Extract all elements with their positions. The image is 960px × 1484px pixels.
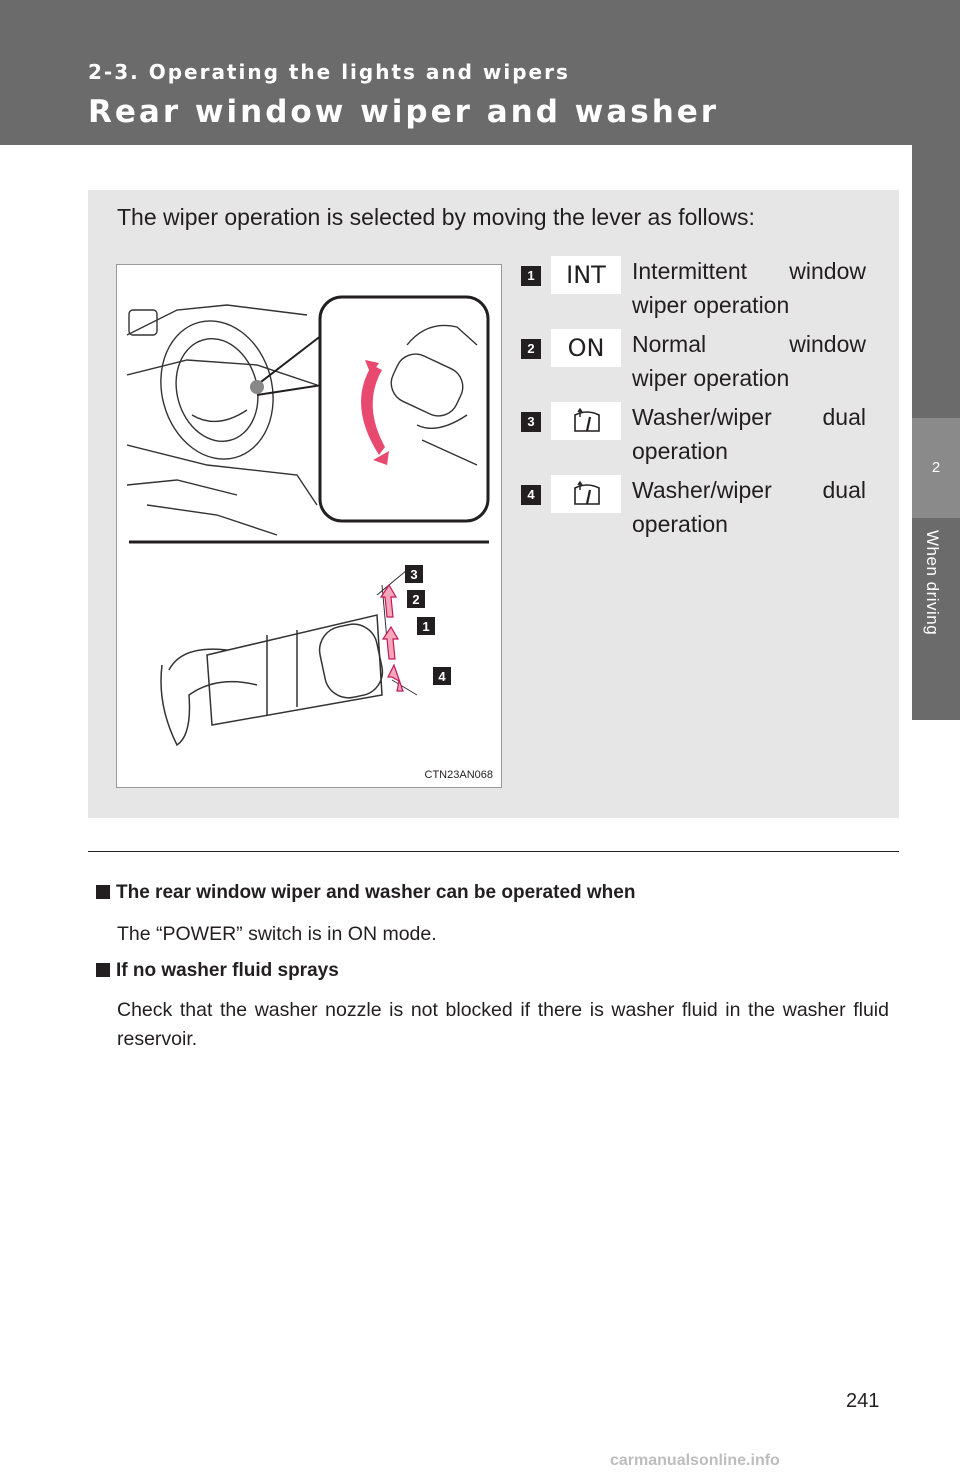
legend-text: [632, 473, 866, 541]
legend-number: 4: [521, 485, 541, 505]
legend-badge-on: ON: [551, 329, 621, 367]
legend-number: 1: [521, 266, 541, 286]
legend-text: [632, 327, 866, 395]
watermark[interactable]: carmanualsonline.info: [610, 1452, 780, 1469]
rear-washer-down-icon: [571, 478, 603, 510]
note-heading: [96, 960, 339, 982]
legend-badge-int: INT: [551, 256, 621, 294]
figure-label-3: 3: [410, 567, 418, 582]
legend-badge-washer: [551, 402, 621, 440]
legend-text-line1: Washer/wiper dual: [632, 477, 866, 503]
figure-code: CTN23AN068: [424, 769, 493, 781]
legend-item-washer-up: [521, 402, 866, 472]
page-title: Rear window wiper and washer: [88, 94, 720, 130]
legend-text-line2: operation: [632, 511, 728, 537]
section-divider: [88, 851, 899, 852]
note-body: Check that the washer nozzle is not blocked if there is washer fluid in the washer fluid reservoir.: [117, 999, 889, 1050]
wiper-lever-illustration: [116, 264, 502, 788]
chapter-number[interactable]: 2: [912, 418, 960, 518]
legend-text-line2: operation: [632, 438, 728, 464]
rear-washer-up-icon: [571, 405, 603, 437]
note-heading-text: If no washer fluid sprays: [116, 960, 339, 981]
note-body: The “POWER” switch is in ON mode.: [117, 923, 437, 945]
chapter-label: When driving: [923, 530, 942, 636]
section-label: 2-3. Operating the lights and wipers: [88, 60, 570, 84]
wiper-lever-drawing: [117, 265, 501, 787]
figure-label-2: 2: [412, 592, 420, 607]
legend-text-line2: wiper operation: [632, 365, 790, 391]
legend-text-line1: Normal window: [632, 331, 866, 357]
legend-number: 3: [521, 412, 541, 432]
bullet-square-icon: [96, 963, 110, 977]
bullet-square-icon: [96, 885, 110, 899]
legend-item-int: [521, 256, 866, 326]
legend-text: [632, 400, 866, 468]
note-heading-text: The rear window wiper and washer can be operated when: [116, 882, 636, 903]
legend-item-on: [521, 329, 866, 399]
page-number: 241: [846, 1390, 880, 1412]
legend-text-line2: wiper operation: [632, 292, 790, 318]
legend-badge-washer: [551, 475, 621, 513]
figure-label-1: 1: [422, 619, 430, 634]
legend-text-line1: Washer/wiper dual: [632, 404, 866, 430]
legend-number: 2: [521, 339, 541, 359]
figure-label-4: 4: [438, 669, 446, 684]
note-heading: [96, 882, 635, 904]
legend-item-washer-down: [521, 475, 866, 545]
legend-text: [632, 254, 866, 322]
legend-text-line1: Intermittent window: [632, 258, 866, 284]
intro-text: The wiper operation is selected by moving the lever as follows:: [117, 204, 755, 230]
